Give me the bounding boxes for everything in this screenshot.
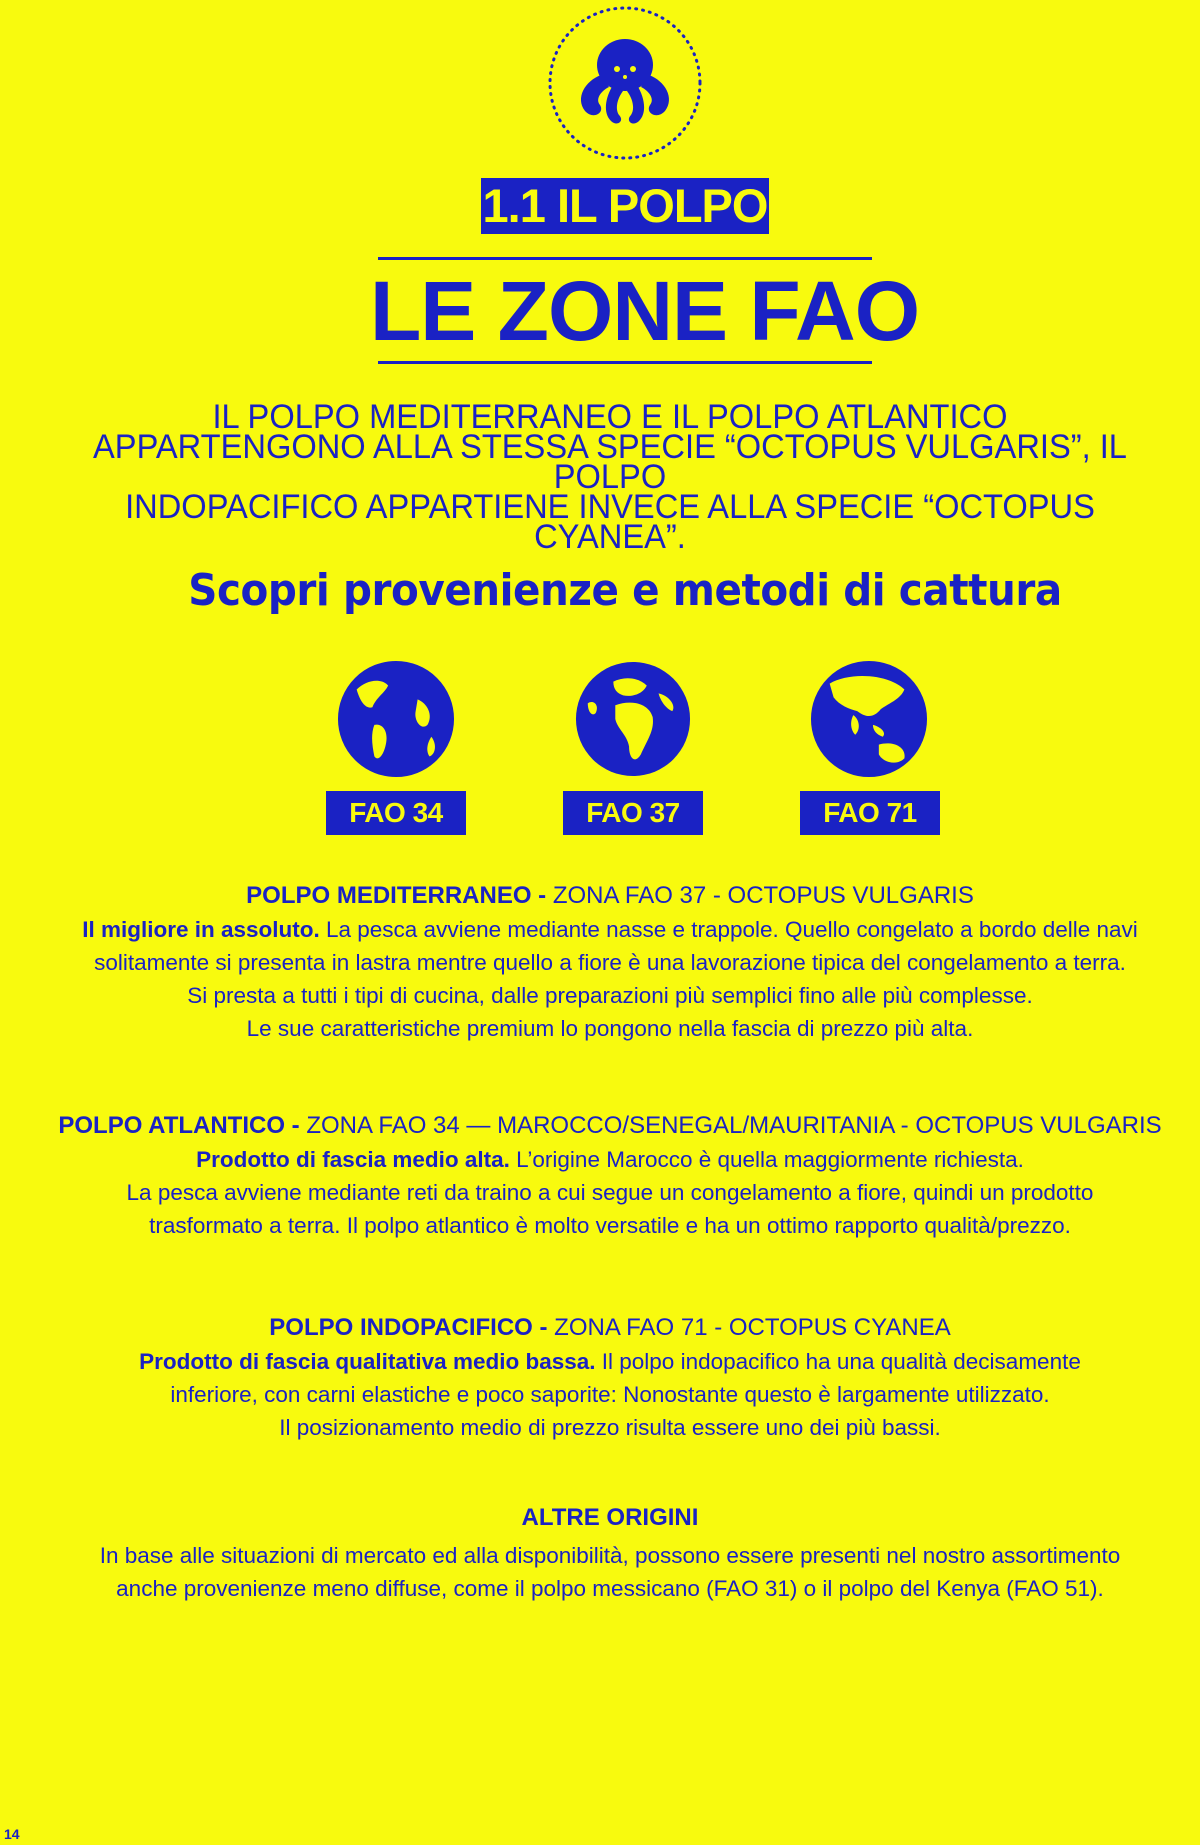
intro-line-3: INDOPACIFICO APPARTIENE INVECE ALLA SPECIE “OCTOPUS CYANEA”. xyxy=(125,488,1095,556)
section-line-text: La pesca avviene mediante nasse e trappole. Quello congelato a bordo delle navi xyxy=(319,917,1138,942)
section-heading xyxy=(40,879,1180,913)
section-name: POLPO INDOPACIFICO - xyxy=(269,1314,548,1341)
section-name: ALTRE ORIGINI xyxy=(521,1504,699,1531)
section-atlantico xyxy=(40,1109,1180,1242)
section-lead: Il migliore in assoluto. xyxy=(82,917,320,942)
section-indopacifico xyxy=(40,1311,1180,1444)
discover-heading: Scopri provenienze e metodi di cattura xyxy=(188,565,1062,616)
fao-71-tag: FAO 71 xyxy=(800,791,940,835)
section-name: POLPO MEDITERRANEO - xyxy=(246,882,547,909)
intro-text xyxy=(63,398,1157,556)
section-line xyxy=(40,1143,1180,1176)
octopus-icon xyxy=(545,3,705,163)
section-line: solitamente si presenta in lastra mentre quello a fiore è una lavorazione tipica del congelamento a terra. xyxy=(94,950,1126,975)
section-badge: 1.1 IL POLPO xyxy=(482,179,768,232)
section-heading xyxy=(40,1501,1180,1535)
section-detail: ZONA FAO 71 - OCTOPUS CYANEA xyxy=(547,1314,951,1341)
section-line: trasformato a terra. Il polpo atlantico è molto versatile e ha un ottimo rapporto qualità/prezzo. xyxy=(149,1213,1071,1238)
title-rule-top xyxy=(378,257,872,260)
section-lead: Prodotto di fascia qualitativa medio bassa. xyxy=(139,1349,596,1374)
section-name: POLPO ATLANTICO - xyxy=(58,1112,300,1139)
section-line: inferiore, con carni elastiche e poco saporite: Nonostante questo è largamente utilizzato. xyxy=(170,1382,1050,1407)
intro-line-2: APPARTENGONO ALLA STESSA SPECIE “OCTOPUS VULGARIS”, IL POLPO xyxy=(93,428,1127,496)
section-heading xyxy=(40,1311,1180,1345)
section-detail: ZONA FAO 37 - OCTOPUS VULGARIS xyxy=(546,882,974,909)
section-altre-origini xyxy=(40,1501,1180,1605)
globe-atlantic-icon xyxy=(337,660,455,778)
page-title: LE ZONE FAO xyxy=(370,264,920,358)
fao-34-tag: FAO 34 xyxy=(326,791,466,835)
section-line: Le sue caratteristiche premium lo pongono nella fascia di prezzo più alta. xyxy=(246,1016,974,1041)
globe-asia-pacific-icon xyxy=(810,660,928,778)
section-heading xyxy=(40,1109,1180,1143)
section-line xyxy=(40,1345,1180,1378)
title-rule-bottom xyxy=(378,361,872,364)
fao-37-tag: FAO 37 xyxy=(563,791,703,835)
intro-line-1: IL POLPO MEDITERRANEO E IL POLPO ATLANTICO xyxy=(212,398,1008,436)
section-line-text: Il polpo indopacifico ha una qualità decisamente xyxy=(595,1349,1081,1374)
section-mediterraneo xyxy=(40,879,1180,1045)
globe-europe-africa-icon xyxy=(574,660,692,778)
section-line: Si presta a tutti i tipi di cucina, dalle preparazioni più semplici fino alle più complesse. xyxy=(187,983,1033,1008)
section-line: La pesca avviene mediante reti da traino a cui segue un congelamento a fiore, quindi un prodotto xyxy=(126,1180,1094,1205)
section-line: In base alle situazioni di mercato ed alla disponibilità, possono essere presenti nel nostro assortimento xyxy=(99,1543,1121,1568)
page-number: 14 xyxy=(4,1826,20,1842)
section-line xyxy=(40,913,1180,946)
section-line-text: L’origine Marocco è quella maggiormente richiesta. xyxy=(509,1147,1024,1172)
section-lead: Prodotto di fascia medio alta. xyxy=(196,1147,510,1172)
section-detail: ZONA FAO 34 — MAROCCO/SENEGAL/MAURITANIA - OCTOPUS VULGARIS xyxy=(299,1112,1162,1139)
section-line: Il posizionamento medio di prezzo risulta essere uno dei più bassi. xyxy=(279,1415,941,1440)
section-line: anche provenienze meno diffuse, come il polpo messicano (FAO 31) o il polpo del Kenya (FAO 51). xyxy=(116,1576,1104,1601)
